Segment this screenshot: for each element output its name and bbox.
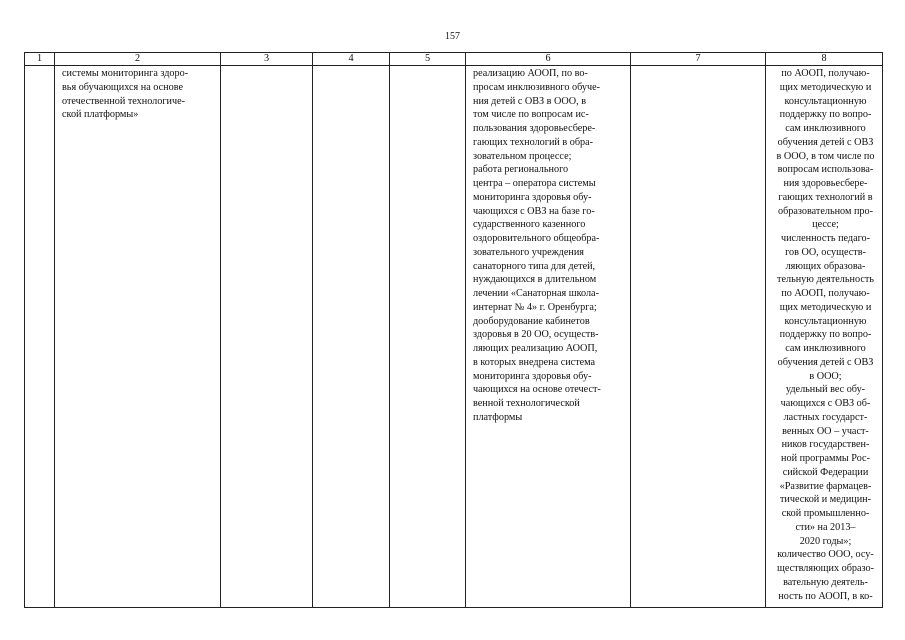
text-line: мониторинга здоровья обу- (473, 191, 592, 203)
col-header-1: 1 (25, 53, 55, 66)
text-line: системы мониторинга здоро- (62, 68, 189, 79)
cell-col-5 (390, 66, 466, 608)
text-line: вательную деятель- (783, 576, 868, 588)
text-line: тельную деятельность (777, 274, 874, 286)
text-line: центра – оператора системы (473, 178, 596, 189)
text-line: гов ОО, осуществ- (785, 246, 866, 258)
text-line: ской платформы» (62, 109, 139, 121)
cell-col-6 (466, 66, 631, 608)
text-line: чающихся с ОВЗ на базе го- (473, 205, 595, 217)
col-header-7: 7 (631, 53, 766, 66)
text-line: ния детей с ОВЗ в ООО, в (473, 95, 587, 107)
text-line: консультационную (784, 315, 867, 327)
cell-col-1 (25, 66, 55, 608)
text-line: пользования здоровьесбере- (473, 123, 596, 134)
text-line: консультационную (784, 95, 867, 107)
cell-col-2 (55, 66, 221, 608)
col-header-4: 4 (313, 53, 390, 66)
text-line: в которых внедрена система (473, 356, 596, 368)
text-line: сам инклюзивного (785, 123, 866, 134)
text-line: вья обучающихся на основе (62, 81, 183, 93)
cell-col-8 (766, 66, 883, 608)
text-line: «Развитие фармацев- (779, 480, 872, 492)
text-line: сам инклюзивного (785, 343, 866, 354)
text-line: поддержку по вопро- (779, 109, 872, 121)
text-line: численность педаго- (780, 233, 871, 244)
cell-col-3 (221, 66, 313, 608)
document-table (24, 52, 883, 608)
text-line: зовательного учреждения (473, 246, 584, 258)
text-line: по АООП, получаю- (781, 288, 870, 299)
text-line: ной программы Рос- (781, 453, 870, 464)
text-line: щих методическую и (779, 301, 872, 313)
text-line: 2020 годы»; (799, 535, 852, 547)
text-line: оздоровительного общеобра- (473, 233, 600, 244)
text-line: сударственного казенного (473, 219, 586, 231)
col-header-3: 3 (221, 53, 313, 66)
text-line: здоровья в 20 ОО, осуществ- (473, 329, 599, 341)
text-line: нуждающихся в длительном (473, 274, 597, 286)
text-line: просам инклюзивного обуче- (473, 81, 601, 93)
text-line: в ООО, в том числе по (776, 150, 875, 162)
table-row (25, 66, 883, 608)
text-line: количество ООО, осу- (777, 549, 874, 561)
text-line: цессе; (812, 219, 839, 231)
cell-col-7 (631, 66, 766, 608)
text-line: удельный вес обу- (785, 384, 866, 396)
text-line: интернат № 4» г. Оренбурга; (473, 301, 597, 313)
text-line: ществляющих образо- (777, 563, 874, 574)
cell-col-8-text (766, 66, 882, 603)
column-number-row (25, 53, 883, 66)
text-line: чающихся на основе отечест- (473, 384, 601, 396)
text-line: гающих технологий в обра- (473, 136, 594, 148)
text-line: гающих технологий в (778, 191, 873, 203)
text-line: вопросам использова- (777, 164, 874, 176)
text-line: реализацию АООП, по во- (473, 68, 588, 79)
text-line: венной технологической (473, 398, 580, 409)
text-line: ность по АООП, в ко- (778, 590, 873, 602)
col-header-5: 5 (390, 53, 466, 66)
text-line: санаторного типа для детей, (473, 260, 596, 272)
text-line: работа регионального (473, 164, 569, 176)
text-line: сти» на 2013– (795, 521, 856, 533)
text-line: ляющих реализацию АООП, (473, 343, 598, 354)
text-line: ния здоровьесбере- (783, 178, 868, 189)
text-line: ластных государст- (783, 411, 868, 423)
text-line: образовательном про- (778, 205, 873, 217)
page-number: 157 (445, 31, 460, 42)
text-line: ников государствен- (781, 439, 870, 451)
col-header-2: 2 (55, 53, 221, 66)
text-line: обучения детей с ОВЗ (777, 136, 874, 148)
cell-col-4 (313, 66, 390, 608)
text-line: по АООП, получаю- (781, 68, 870, 79)
text-line: венных ОО – участ- (782, 425, 869, 437)
col-header-6: 6 (466, 53, 631, 66)
text-line: отечественной технологиче- (62, 95, 186, 107)
text-line: лечении «Санаторная школа- (473, 288, 599, 299)
text-line: том числе по вопросам ис- (473, 109, 589, 121)
text-line: обучения детей с ОВЗ (777, 356, 874, 368)
text-line: мониторинга здоровья обу- (473, 370, 592, 382)
text-line: в ООО; (809, 370, 842, 382)
cell-col-2-text (55, 66, 220, 122)
text-line: зовательном процессе; (473, 150, 572, 162)
text-line: платформы (473, 411, 523, 423)
text-line: тической и медицин- (779, 494, 872, 506)
text-line: ляющих образова- (785, 260, 866, 272)
text-line: поддержку по вопро- (779, 329, 872, 341)
text-line: чающихся с ОВЗ об- (780, 398, 871, 409)
text-line: сийской Федерации (782, 466, 869, 478)
text-line: ской промышленно- (781, 508, 870, 519)
col-header-8: 8 (766, 53, 883, 66)
text-line: дооборудование кабинетов (473, 315, 590, 327)
text-line: щих методическую и (779, 81, 872, 93)
cell-col-6-text (466, 66, 630, 425)
